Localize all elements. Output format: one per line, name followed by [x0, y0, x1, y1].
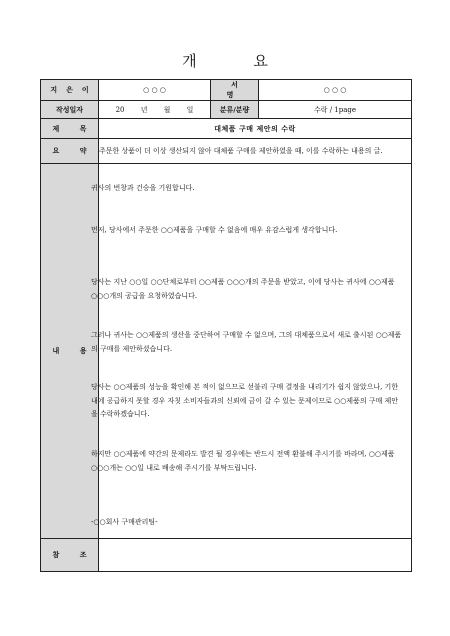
content-paragraph: 하지만 ○○제품에 약간의 문제라도 발견 될 경우에는 반드시 전액 환불해 주시기를 바라며, ○○제품 ○○○개는 ○○일 내로 배송해 주시기를 부탁드립니다. [91, 450, 395, 472]
document-table [40, 79, 412, 572]
summary-value: 주문한 상품이 더 이상 생산되지 않아 대체품 구매를 제안하였을 때, 이를 수락하는 내용의 글. [99, 139, 412, 164]
content-paragraph: 당사는 지난 ○○일 ○○단체로부터 ○○제품 ○○○개의 주문을 받았고, 이에 당사는 귀사에 ○○제품 ○○○개의 공급을 요청하였습니다. [91, 278, 395, 300]
content-paragraph: 귀사의 번창과 건승을 기원합니다. [91, 184, 195, 192]
summary-row [41, 139, 412, 164]
content-label: 내 용 [41, 164, 99, 539]
subject-label: 제 목 [41, 119, 99, 139]
category-label: 분류/분량 [211, 101, 259, 119]
subject-value: 대체품 구매 제안의 수락 [99, 119, 412, 139]
signer-value: ○ ○ ○ [259, 80, 412, 101]
date-label: 작성일자 [41, 101, 99, 119]
reference-label: 참 조 [41, 539, 99, 572]
content-paragraph: 그러나 귀사는 ○○제품의 생산을 중단하여 구매할 수 없으며, 그의 대체품으로서 새로 출시된 ○○제품의 구매를 제안하셨습니다. [91, 331, 402, 353]
date-row [41, 101, 412, 119]
author-value: ○ ○ ○ [99, 80, 211, 101]
reference-value [99, 539, 412, 572]
content-paragraph: 먼저, 당사에서 주문한 ○○제품을 구매할 수 없음에 매우 유감스럽게 생각합니다. [91, 226, 338, 234]
category-value: 수락 / 1page [259, 101, 412, 119]
page-title: 개 요 [182, 52, 294, 70]
signature: -○○회사 구매관리팀- [91, 518, 158, 526]
subject-row [41, 119, 412, 139]
summary-label: 요 약 [41, 139, 99, 164]
reference-row [41, 539, 412, 572]
date-value: 20 년 월 일 [99, 101, 211, 119]
author-label: 지은이 [41, 80, 99, 101]
signer-label: 서 명 [211, 80, 259, 101]
content-paragraph: 당사는 ○○제품의 성능을 확인해 본 적이 없으므로 섣불리 구매 결정을 내리기가 쉽지 않았으나, 기한 내에 공급하지 못할 경우 자칫 소비자들과의 신뢰에 금이 갈 수 있는 문제이므로 ○○제품의 구매 제안을 수락하겠습니다. [91, 383, 399, 418]
author-row [41, 80, 412, 101]
